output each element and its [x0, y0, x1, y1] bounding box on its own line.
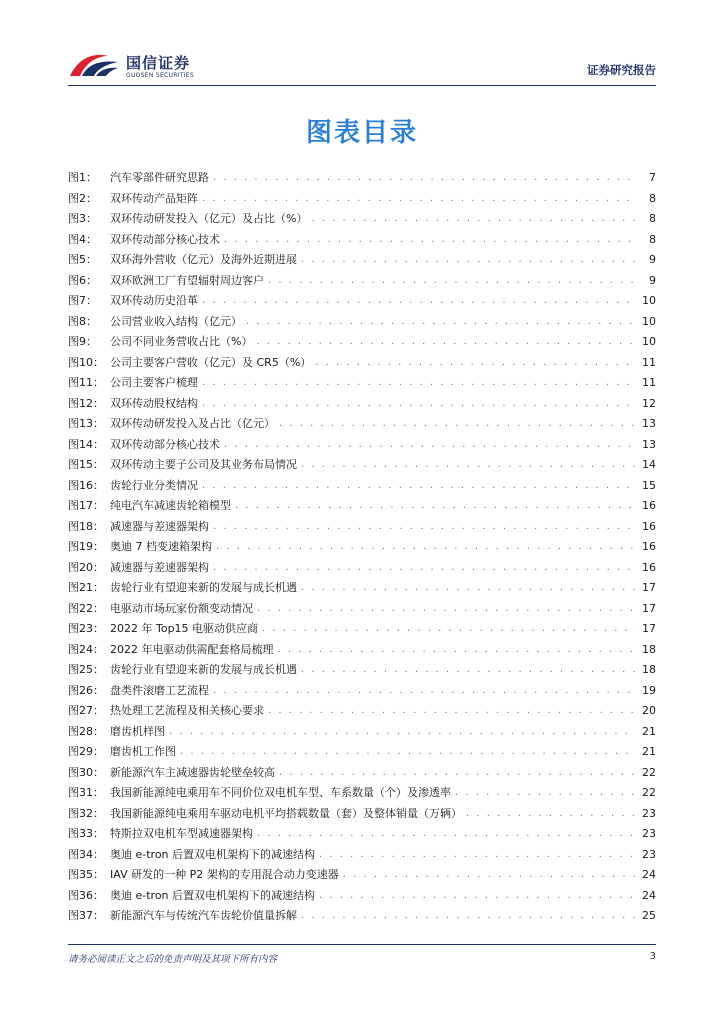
- report-type-label: 证券研究报告: [587, 63, 656, 77]
- toc-dot-leader: [202, 476, 636, 497]
- toc-entry[interactable]: [68, 168, 656, 189]
- toc-entry-number: 图11：: [68, 376, 104, 389]
- toc-entry-page: 21: [642, 724, 656, 738]
- toc-entry-label: 双环传动历史沿革: [110, 294, 198, 307]
- toc-entry[interactable]: [68, 824, 656, 845]
- toc-entry[interactable]: [68, 312, 656, 333]
- toc-entry-page: 7: [649, 171, 656, 184]
- toc-entry-label: 汽车零部件研究思路: [110, 171, 209, 184]
- toc-entry-page: 23: [642, 847, 656, 861]
- header-divider: [68, 85, 656, 86]
- toc-entry-page: 13: [642, 437, 656, 451]
- toc-entry-label: 双环海外营收（亿元）及海外近期进展: [110, 253, 297, 266]
- toc-entry[interactable]: [68, 414, 656, 435]
- toc-entry[interactable]: [68, 722, 656, 743]
- toc-entry-page: 10: [642, 294, 656, 307]
- toc-entry-page: 23: [642, 827, 656, 840]
- toc-dot-leader: [279, 414, 636, 435]
- toc-dot-leader: [202, 394, 636, 415]
- toc-dot-leader: [169, 722, 636, 743]
- toc-dot-leader: [315, 353, 636, 374]
- toc-entry-number: 图2：: [68, 191, 97, 205]
- toc-dot-leader: [213, 681, 636, 702]
- toc-entry-number: 图23：: [68, 622, 104, 635]
- toc-dot-leader: [301, 578, 636, 599]
- toc-dot-leader: [301, 250, 636, 271]
- toc-entry-page: 18: [642, 642, 656, 656]
- toc-dot-leader: [311, 209, 636, 230]
- toc-entry-number: 图15：: [68, 458, 104, 471]
- toc-entry-label: 电驱动市场玩家份额变动情况: [110, 601, 253, 615]
- toc-entry[interactable]: [68, 640, 656, 661]
- toc-dot-leader: [224, 230, 636, 251]
- toc-entry-page: 16: [642, 540, 656, 553]
- logo-text-cn: 国信证券: [126, 54, 191, 72]
- toc-entry-page: 22: [642, 765, 656, 779]
- guosen-logo-icon: [68, 50, 120, 80]
- toc-entry-page: 10: [642, 314, 656, 328]
- toc-entry-number: 图12：: [68, 396, 104, 410]
- toc-entry[interactable]: [68, 701, 656, 722]
- toc-entry-label: 奥迪 e-tron 后置双电机架构下的减速结构: [110, 847, 316, 861]
- toc-entry-number: 图19：: [68, 540, 104, 553]
- toc-entry-label: 双环传动股权结构: [110, 396, 198, 410]
- toc-dot-leader: [180, 742, 636, 763]
- toc-entry[interactable]: [68, 537, 656, 558]
- page-title: 图表目录: [305, 118, 418, 148]
- toc-entry-label: 双环传动主要子公司及其业务布局情况: [110, 458, 297, 471]
- toc-dot-leader: [319, 886, 636, 907]
- toc-entry-label: 公司主要客户营收（亿元）及 CR5（%）: [110, 355, 312, 369]
- toc-entry-label: 奥迪 7 档变速箱架构: [110, 540, 212, 553]
- toc-entry-number: 图13：: [68, 417, 104, 430]
- toc-entry[interactable]: [68, 455, 656, 476]
- toc-entry-number: 图6：: [68, 273, 97, 287]
- toc-entry[interactable]: [68, 476, 656, 497]
- toc-dot-leader: [466, 804, 636, 825]
- toc-entry-number: 图8：: [68, 314, 97, 328]
- toc-dot-leader: [202, 373, 636, 394]
- toc-entry-page: 16: [642, 560, 656, 574]
- toc-entry[interactable]: [68, 250, 656, 271]
- toc-entry-label: 我国新能源纯电乘用车驱动电机平均搭载数量（套）及整体销量（万辆）: [110, 806, 462, 820]
- toc-entry-number: 图7：: [68, 294, 97, 307]
- toc-entry-label: 齿轮行业有望迎来新的发展与成长机遇: [110, 663, 297, 676]
- toc-entry-label: 奥迪 e-tron 后置双电机架构下的减速结构: [110, 888, 316, 902]
- toc-entry-page: 14: [642, 458, 656, 471]
- toc-dot-leader: [246, 312, 636, 333]
- toc-entry-page: 17: [642, 581, 656, 594]
- toc-entry[interactable]: [68, 291, 656, 312]
- toc-entry-label: 特斯拉双电机车型减速器架构: [110, 827, 253, 840]
- toc-entry-page: 25: [642, 909, 656, 922]
- toc-dot-leader: [257, 824, 636, 845]
- toc-entry-page: 9: [649, 253, 656, 266]
- toc-entry-page: 16: [642, 519, 656, 533]
- toc-entry[interactable]: [68, 619, 656, 640]
- toc-entry-number: 图18：: [68, 519, 104, 533]
- toc-entry[interactable]: [68, 783, 656, 804]
- toc-dot-leader: [268, 271, 636, 292]
- toc-entry[interactable]: [68, 763, 656, 784]
- toc-entry-number: 图34：: [68, 847, 104, 861]
- toc-dot-leader: [224, 435, 636, 456]
- toc-entry[interactable]: [68, 660, 656, 681]
- toc-entry-number: 图16：: [68, 478, 104, 492]
- toc-entry-page: 8: [649, 232, 656, 246]
- toc-entry-label: 公司不同业务营收占比（%）: [110, 335, 253, 348]
- toc-entry-page: 23: [642, 806, 656, 820]
- toc-entry-number: 图17：: [68, 499, 104, 512]
- toc-dot-leader: [301, 906, 636, 927]
- toc-entry[interactable]: [68, 886, 656, 907]
- toc-entry-label: 我国新能源纯电乘用车不同价位双电机车型、车系数量（个）及渗透率: [110, 786, 451, 799]
- toc-entry-page: 12: [642, 396, 656, 410]
- toc-entry-page: 17: [642, 622, 656, 635]
- toc-entry[interactable]: [68, 742, 656, 763]
- toc-entry-page: 24: [642, 888, 656, 902]
- toc-dot-leader: [202, 189, 636, 210]
- toc-entry-label: 公司主要客户梳理: [110, 376, 198, 389]
- toc-entry-page: 19: [642, 683, 656, 697]
- toc-dot-leader: [216, 537, 636, 558]
- toc-entry-page: 8: [649, 212, 656, 225]
- toc-entry-number: 图27：: [68, 704, 104, 717]
- toc-entry-number: 图31：: [68, 786, 104, 799]
- toc-entry-page: 11: [642, 376, 656, 389]
- toc-entry[interactable]: [68, 681, 656, 702]
- toc-entry-number: 图24：: [68, 642, 104, 656]
- toc-entry[interactable]: [68, 599, 656, 620]
- toc-entry-page: 17: [642, 601, 656, 615]
- toc-entry-number: 图32：: [68, 806, 104, 820]
- toc-entry[interactable]: [68, 435, 656, 456]
- toc-entry[interactable]: [68, 804, 656, 825]
- toc-entry-label: 减速器与差速器架构: [110, 560, 209, 574]
- toc-entry-label: 双环传动部分核心技术: [110, 232, 220, 246]
- toc-dot-leader: [213, 517, 636, 538]
- toc-dot-leader: [279, 763, 636, 784]
- toc-dot-leader: [301, 455, 636, 476]
- toc-entry-label: 磨齿机工作图: [110, 745, 176, 758]
- toc-entry-number: 图9：: [68, 335, 97, 348]
- toc-entry-number: 图3：: [68, 212, 97, 225]
- toc-entry-label: 公司营业收入结构（亿元）: [110, 314, 242, 328]
- toc-entry-number: 图14：: [68, 437, 104, 451]
- toc-entry-label: 双环传动产品矩阵: [110, 191, 198, 205]
- toc-entry-number: 图36：: [68, 888, 104, 902]
- toc-entry[interactable]: [68, 865, 656, 886]
- toc-entry-label: 齿轮行业分类情况: [110, 478, 198, 492]
- toc-dot-leader: [257, 599, 636, 620]
- toc-entry[interactable]: [68, 271, 656, 292]
- toc-entry[interactable]: [68, 496, 656, 517]
- toc-entry[interactable]: [68, 332, 656, 353]
- toc-dot-leader: [455, 783, 636, 804]
- toc-entry-page: 13: [642, 417, 656, 430]
- toc-entry-page: 9: [649, 273, 656, 287]
- toc-entry-label: 2022 年 Top15 电驱动供应商: [110, 622, 259, 635]
- toc-entry-label: 2022 年电驱动供需配套格局梳理: [110, 642, 274, 656]
- toc-entry-number: 图26：: [68, 683, 104, 697]
- toc-entry-page: 18: [642, 663, 656, 676]
- logo-text-en: GUOSEN SECURITIES: [126, 72, 195, 79]
- toc-dot-leader: [256, 332, 636, 353]
- page-number: 3: [649, 951, 656, 962]
- footer-divider: [68, 944, 656, 945]
- toc-dot-leader: [278, 640, 637, 661]
- toc-entry-number: 图1：: [68, 171, 97, 184]
- disclaimer-note: 请务必阅读正文之后的免责声明及其项下所有内容: [68, 954, 278, 965]
- toc-entry-number: 图20：: [68, 560, 104, 574]
- toc-dot-leader: [235, 496, 636, 517]
- toc-entry-page: 24: [642, 868, 656, 881]
- toc-entry-number: 图10：: [68, 355, 104, 369]
- toc-entry-number: 图33：: [68, 827, 104, 840]
- toc-entry[interactable]: [68, 230, 656, 251]
- toc-entry[interactable]: [68, 373, 656, 394]
- toc-entry-number: 图37：: [68, 909, 104, 922]
- toc-entry-label: 减速器与差速器架构: [110, 519, 209, 533]
- toc-entry-page: 11: [642, 355, 656, 369]
- toc-entry-number: 图30：: [68, 765, 104, 779]
- toc-entry-number: 图28：: [68, 724, 104, 738]
- toc-entry-page: 8: [649, 191, 656, 205]
- toc-entry-label: 双环传动研发投入（亿元）及占比（%）: [110, 212, 308, 225]
- toc-entry-label: 双环传动部分核心技术: [110, 437, 220, 451]
- page-header: [68, 48, 656, 88]
- figure-list: [68, 168, 656, 927]
- toc-entry-label: IAV 研发的一种 P2 架构的专用混合动力变速器: [110, 868, 339, 881]
- toc-entry[interactable]: [68, 353, 656, 374]
- toc-entry[interactable]: [68, 558, 656, 579]
- toc-entry-label: 新能源汽车主减速器齿轮壁垒较高: [110, 765, 275, 779]
- toc-dot-leader: [202, 291, 636, 312]
- toc-entry-number: 图35：: [68, 868, 104, 881]
- toc-dot-leader: [213, 168, 636, 189]
- toc-entry-label: 纯电汽车减速齿轮箱模型: [110, 499, 231, 512]
- toc-entry-label: 双环欧洲工厂有望辐射周边客户: [110, 273, 264, 287]
- toc-entry-number: 图22：: [68, 601, 104, 615]
- toc-dot-leader: [319, 845, 636, 866]
- toc-dot-leader: [301, 660, 636, 681]
- toc-entry-number: 图21：: [68, 581, 104, 594]
- toc-entry[interactable]: [68, 906, 656, 927]
- toc-entry[interactable]: [68, 517, 656, 538]
- toc-entry-page: 21: [642, 745, 656, 758]
- toc-dot-leader: [213, 558, 636, 579]
- toc-entry-label: 盘类件滚磨工艺流程: [110, 683, 209, 697]
- toc-entry-label: 磨齿机样图: [110, 724, 165, 738]
- toc-entry[interactable]: [68, 189, 656, 210]
- toc-entry-label: 新能源汽车与传统汽车齿轮价值量拆解: [110, 909, 297, 922]
- toc-entry-page: 16: [642, 499, 656, 512]
- toc-entry-number: 图25：: [68, 663, 104, 676]
- toc-entry-number: 图5：: [68, 253, 97, 266]
- toc-entry-label: 双环传动研发投入及占比（亿元）: [110, 417, 275, 430]
- toc-entry-number: 图29：: [68, 745, 104, 758]
- toc-entry[interactable]: [68, 845, 656, 866]
- toc-entry[interactable]: [68, 578, 656, 599]
- toc-dot-leader: [262, 619, 636, 640]
- toc-entry[interactable]: [68, 394, 656, 415]
- toc-entry-page: 22: [642, 786, 656, 799]
- toc-entry-page: 10: [642, 335, 656, 348]
- toc-dot-leader: [343, 865, 636, 886]
- toc-entry-page: 15: [642, 478, 656, 492]
- toc-entry[interactable]: [68, 209, 656, 230]
- toc-entry-page: 20: [642, 704, 656, 717]
- toc-entry-label: 齿轮行业有望迎来新的发展与成长机遇: [110, 581, 297, 594]
- guosen-logo: [68, 48, 198, 84]
- toc-entry-number: 图4：: [68, 232, 97, 246]
- toc-entry-label: 热处理工艺流程及相关核心要求: [110, 704, 264, 717]
- toc-dot-leader: [268, 701, 636, 722]
